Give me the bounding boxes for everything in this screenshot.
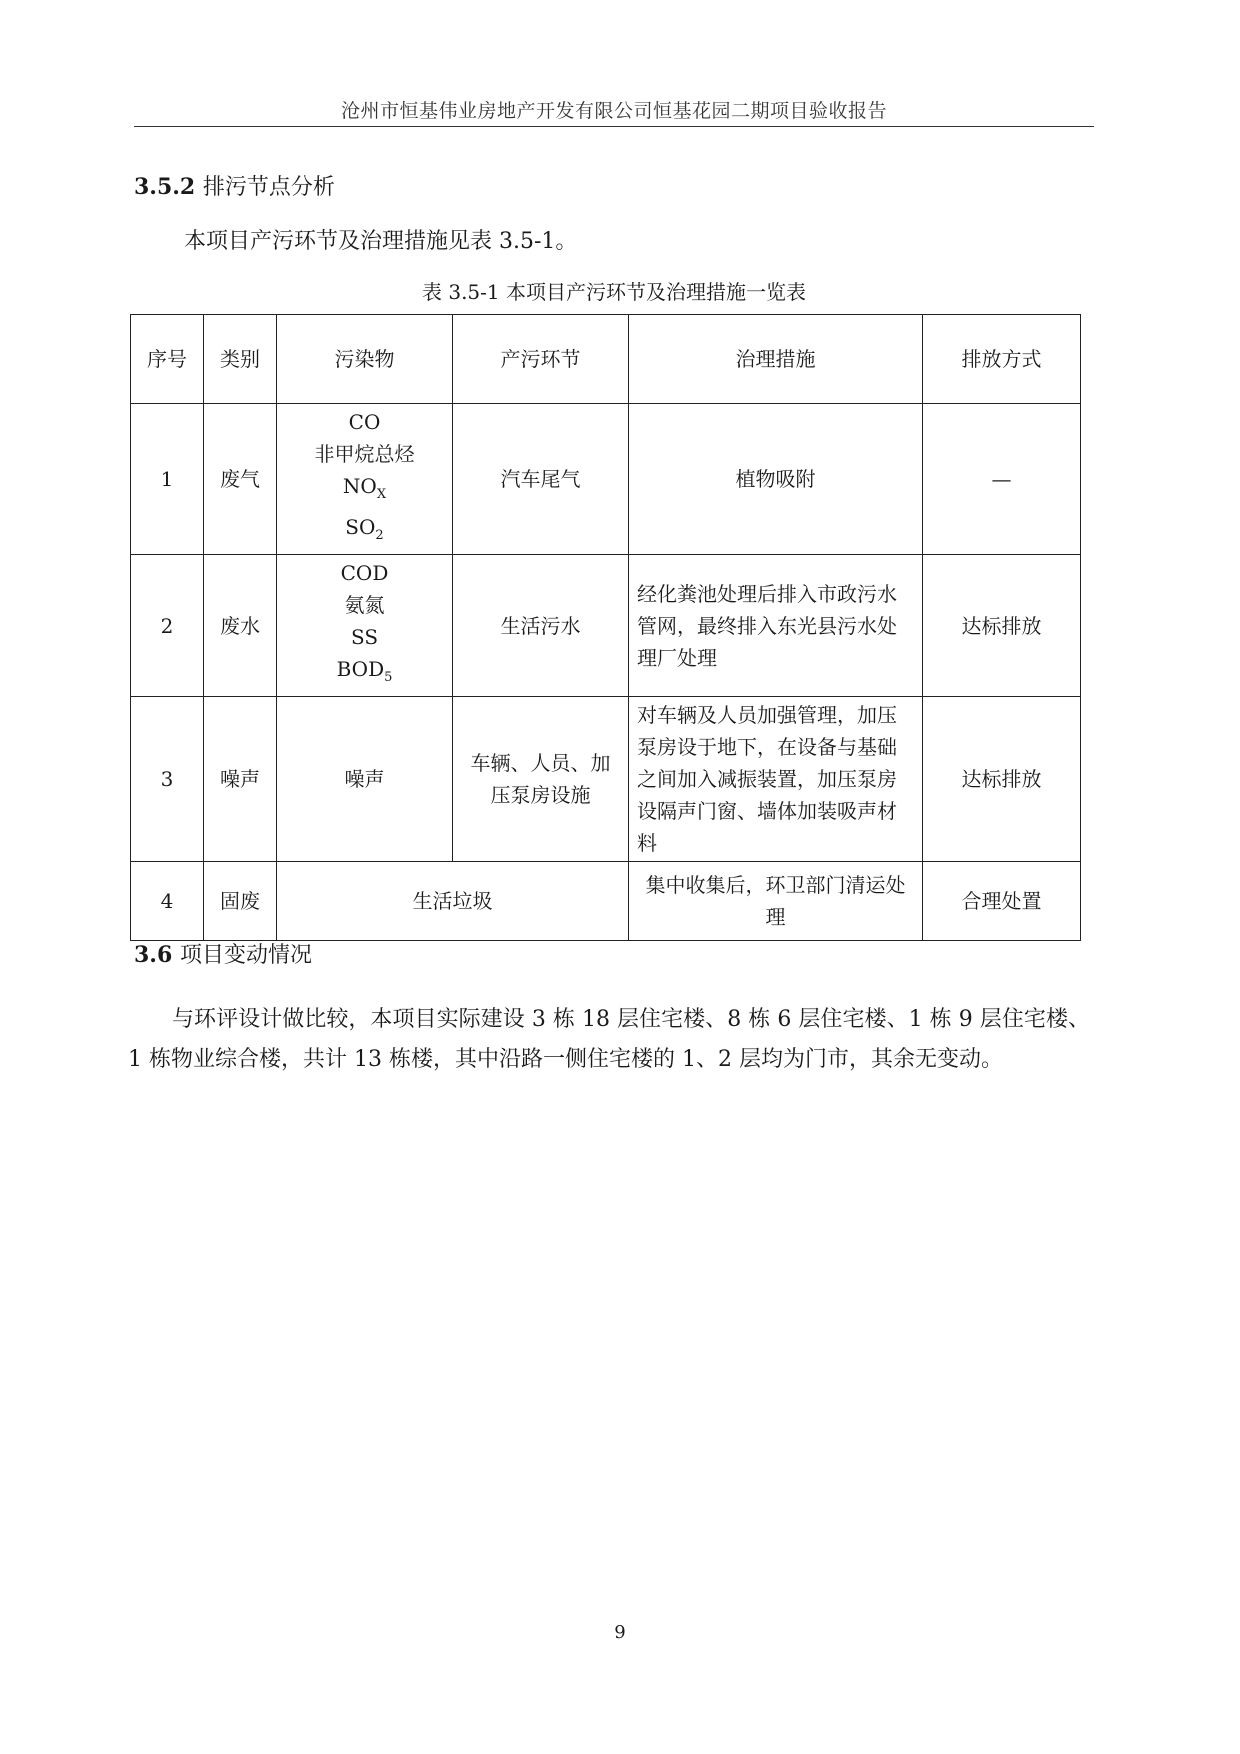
pollution-table xyxy=(130,314,1081,941)
table-header-row xyxy=(131,315,1081,404)
col-header-measure: 治理措施 xyxy=(629,315,923,404)
cell-no: 1 xyxy=(131,404,204,555)
section-title: 排污节点分析 xyxy=(202,175,335,200)
section-heading-3-5-2 xyxy=(134,170,335,201)
cell-no: 3 xyxy=(131,697,204,862)
pollutant: COD xyxy=(340,561,389,585)
table-row xyxy=(131,555,1081,697)
section-title: 项目变动情况 xyxy=(179,943,312,968)
cell-stage: 汽车尾气 xyxy=(453,404,629,555)
cell-pollutants: 噪声 xyxy=(277,697,453,862)
cell-pollutants xyxy=(277,555,453,697)
cell-discharge: 达标排放 xyxy=(923,697,1081,862)
table-caption: 表 3.5-1 本项目产污环节及治理措施一览表 xyxy=(421,280,806,304)
cell-pollutant-stage: 生活垃圾 xyxy=(277,862,629,941)
cell-discharge: — xyxy=(923,404,1081,555)
col-header-no: 序号 xyxy=(131,315,204,404)
cell-pollutants xyxy=(277,404,453,555)
section-heading-3-6 xyxy=(134,938,312,969)
pollutant-nox: $NO_X$ xyxy=(342,474,387,502)
col-header-discharge: 排放方式 xyxy=(923,315,1081,404)
table-row xyxy=(131,404,1081,555)
pollutant: SS xyxy=(350,625,379,649)
pollutant-so2: $SO_2$ xyxy=(345,515,384,543)
cell-category: 固废 xyxy=(204,862,277,941)
cell-no: 4 xyxy=(131,862,204,941)
col-header-pollutant: 污染物 xyxy=(277,315,453,404)
cell-measure: 经化粪池处理后排入市政污水管网，最终排入东光县污水处理厂处理 xyxy=(629,555,923,697)
section-number: 3.6 xyxy=(134,942,173,968)
cell-discharge: 达标排放 xyxy=(923,555,1081,697)
table-row xyxy=(131,862,1081,941)
page-number: 9 xyxy=(614,1622,626,1643)
pollutant-bod5: $BOD_5$ xyxy=(336,657,393,685)
pollutant: 氨氮 xyxy=(344,593,385,617)
table-row xyxy=(131,697,1081,862)
col-header-category: 类别 xyxy=(204,315,277,404)
cell-discharge: 合理处置 xyxy=(923,862,1081,941)
header-rule xyxy=(134,126,1094,127)
change-paragraph: 与环评设计做比较，本项目实际建设 3 栋 18 层住宅楼、8 栋 6 层住宅楼、1 栋 9 层住宅楼、1 栋物业综合楼，共计 13 栋楼，其中沿路一侧住宅楼的 1、2 层均为门市，其余无变动。 xyxy=(128,1007,1090,1072)
pollutant: CO xyxy=(348,410,381,434)
cell-category: 废水 xyxy=(204,555,277,697)
section-number: 3.5.2 xyxy=(134,174,196,200)
intro-paragraph: 本项目产污环节及治理措施见表 3.5-1。 xyxy=(184,229,578,254)
cell-no: 2 xyxy=(131,555,204,697)
cell-measure: 对车辆及人员加强管理，加压泵房设于地下，在设备与基础之间加入减振装置，加压泵房设隔声门窗、墙体加装吸声材料 xyxy=(629,697,923,862)
cell-measure: 集中收集后，环卫部门清运处理 xyxy=(629,862,923,941)
cell-measure: 植物吸附 xyxy=(629,404,923,555)
cell-stage: 生活污水 xyxy=(453,555,629,697)
cell-stage: 车辆、人员、加压泵房设施 xyxy=(453,697,629,862)
col-header-stage: 产污环节 xyxy=(453,315,629,404)
cell-category: 废气 xyxy=(204,404,277,555)
running-header: 沧州市恒基伟业房地产开发有限公司恒基花园二期项目验收报告 xyxy=(340,100,887,122)
pollutant: 非甲烷总烃 xyxy=(314,442,415,466)
cell-category: 噪声 xyxy=(204,697,277,862)
